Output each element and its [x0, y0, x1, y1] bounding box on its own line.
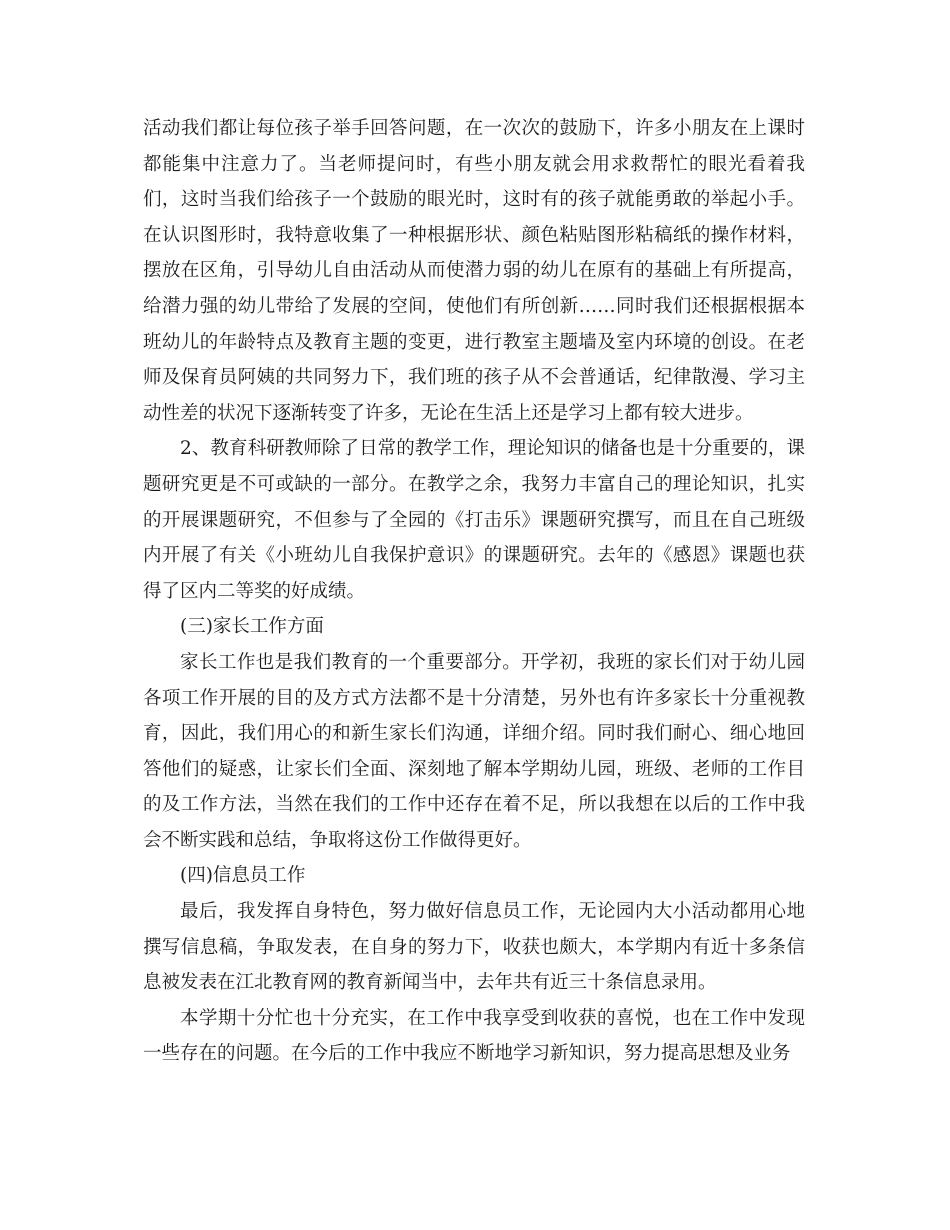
paragraph-info-officer: 最后，我发挥自身特色，努力做好信息员工作，无论园内大小活动都用心地撰写信息稿，争取发表，在自身的努力下，收获也颇大，本学期内有近十多条信息被发表在江北教育网的教育新闻当中，去年共有近三十条信息录用。: [143, 901, 805, 994]
paragraph-classroom-activities: 活动我们都让每位孩子举手回答问题，在一次次的鼓励下，许多小朋友在上课时都能集中注意力了。当老师提问时，有些小朋友就会用求救帮忙的眼光看着我们，这时当我们给孩子一个鼓励的眼光时，这时有的孩子就能勇敢的举起小手。在认识图形时，我特意收集了一种根据形状、颜色粘贴图形粘稿纸的操作材料，摆放在区角，引导幼儿自由活动从而使潜力弱的幼儿在原有的基础上有所提高，给潜力强的幼儿带给了发展的空间，使他们有所创新……同时我们还根据根据本班幼儿的年龄特点及教育主题的变更，进行教室主题墙及室内环境的创设。在老师及保育员阿姨的共同努力下，我们班的孩子从不会普通话，纪律散漫、学习主动性差的状况下逐渐转变了许多，无论在生活上还是学习上都有较大进步。: [143, 118, 805, 424]
paragraph-research: 2、教育科研教师除了日常的教学工作，理论知识的储备也是十分重要的，课题研究更是不可或缺的一部分。在教学之余，我努力丰富自己的理论知识，扎实的开展课题研究，不但参与了全园的《打击乐》课题研究撰写，而且在自己班级内开展了有关《小班幼儿自我保护意识》的课题研究。去年的《感恩》课题也获得了区内二等奖的好成绩。: [143, 438, 805, 602]
paragraph-parent-work: 家长工作也是我们教育的一个重要部分。开学初，我班的家长们对于幼儿园各项工作开展的目的及方式方法都不是十分清楚，另外也有许多家长十分重视教育，因此，我们用心的和新生家长们沟通，详细介绍。同时我们耐心、细心地回答他们的疑惑，让家长们全面、深刻地了解本学期幼儿园，班级、老师的工作目的及工作方法，当然在我们的工作中还存在着不足，所以我想在以后的工作中我会不断实践和总结，争取将这份工作做得更好。: [143, 651, 805, 851]
document-body: [143, 111, 805, 1072]
section-heading-parent-work: (三)家长工作方面: [180, 616, 324, 638]
section-heading-info-officer: (四)信息员工作: [180, 865, 306, 887]
paragraph-conclusion: 本学期十分忙也十分充实，在工作中我享受到收获的喜悦，也在工作中发现一些存在的问题。在今后的工作中我应不断地学习新知识，努力提高思想及业务: [143, 1007, 805, 1065]
